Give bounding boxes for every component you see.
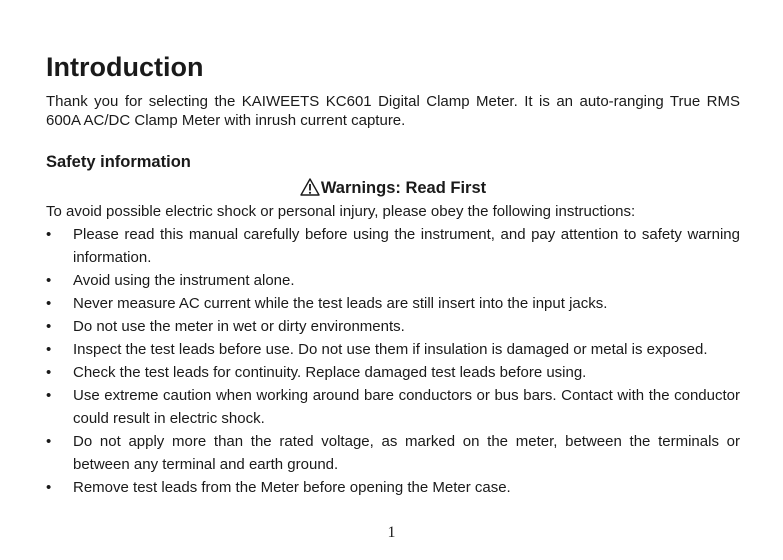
list-item: [46, 223, 740, 269]
page-number: 1: [387, 524, 396, 541]
warning-heading-text: Warnings: Read First: [320, 179, 487, 197]
list-item: [46, 384, 740, 430]
list-item-text: Please read this manual carefully before using the instrument, and pay attention to safety warning information.: [73, 226, 740, 266]
list-item: [46, 361, 740, 384]
warning-triangle-icon: [300, 178, 320, 196]
section-title: Safety information: [46, 153, 191, 171]
list-item: [46, 430, 740, 476]
bullet-mark: •: [46, 479, 52, 496]
bullet-mark: •: [46, 318, 52, 335]
list-item: [46, 338, 740, 361]
list-item-text: Never measure AC current while the test leads are still insert into the input jacks.: [73, 295, 608, 312]
list-item: [46, 476, 740, 499]
list-item-text: Do not apply more than the rated voltage, as marked on the meter, between the terminals or between any terminal and earth ground.: [73, 433, 740, 473]
bullet-mark: •: [46, 387, 52, 404]
list-item-text: Inspect the test leads before use. Do not use them if insulation is damaged or metal is exposed.: [73, 341, 708, 358]
list-item-text: Check the test leads for continuity. Replace damaged test leads before using.: [73, 364, 587, 381]
list-item-text: Avoid using the instrument alone.: [73, 272, 295, 289]
page-title: Introduction: [46, 52, 204, 82]
bullet-mark: •: [46, 295, 52, 312]
intro-paragraph: Thank you for selecting the KAIWEETS KC601 Digital Clamp Meter. It is an auto-ranging True RMS 600A AC/DC Clamp Meter with inrush current capture.: [46, 93, 740, 129]
safety-list: [46, 223, 740, 499]
bullet-mark: •: [46, 364, 52, 381]
bullet-mark: •: [46, 433, 52, 450]
list-item: [46, 315, 740, 338]
bullet-mark: •: [46, 226, 52, 243]
bullet-mark: •: [46, 272, 52, 289]
warning-heading: [46, 176, 740, 200]
list-item-text: Remove test leads from the Meter before opening the Meter case.: [73, 479, 511, 496]
bullet-mark: •: [46, 341, 52, 358]
list-item-text: Do not use the meter in wet or dirty environments.: [73, 318, 405, 335]
list-item-text: Use extreme caution when working around bare conductors or bus bars. Contact with the conductor could result in electric shock.: [73, 387, 740, 427]
warning-lead: To avoid possible electric shock or personal injury, please obey the following instructions:: [46, 203, 636, 220]
list-item: [46, 292, 740, 315]
list-item: [46, 269, 740, 292]
